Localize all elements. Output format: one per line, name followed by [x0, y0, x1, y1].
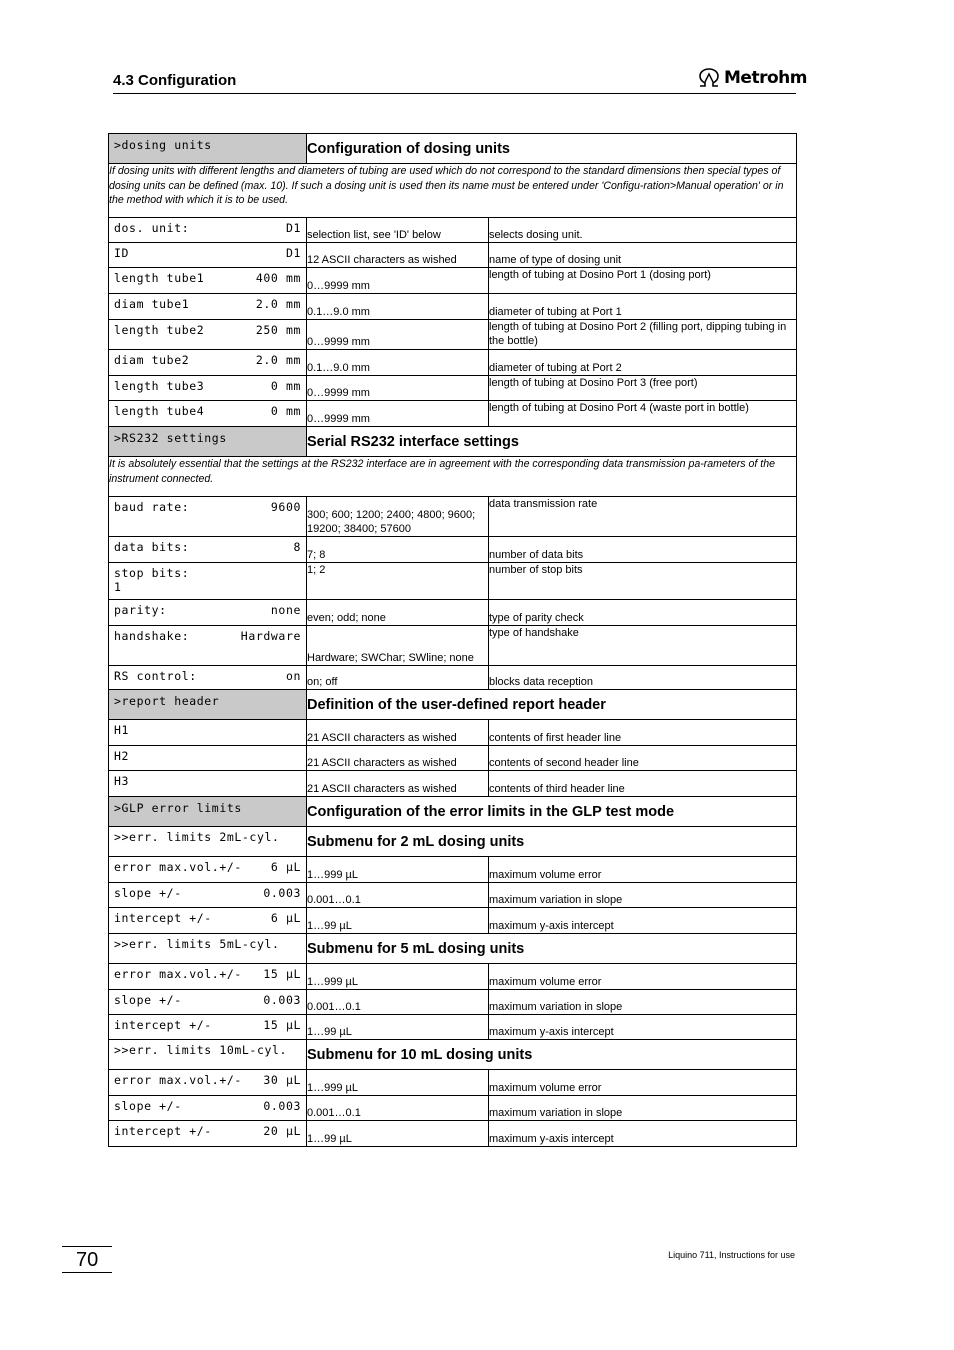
table-row	[109, 666, 797, 690]
param-name: length tube4	[114, 404, 205, 418]
param-name: H2	[114, 749, 130, 763]
param-name: dos. unit:	[114, 221, 190, 235]
table-row	[109, 294, 797, 320]
param-name: slope +/-	[114, 1099, 182, 1113]
param-name: slope +/-	[114, 993, 182, 1007]
param-value: 0 mm	[270, 379, 301, 393]
param-value: 400 mm	[255, 271, 301, 285]
submenu-title: Submenu for 2 mL dosing units	[307, 827, 797, 857]
table-row	[109, 883, 797, 908]
menu-row-dosing-units	[109, 134, 797, 164]
param-description: length of tubing at Dosino Port 2 (filling port, dipping tubing in the bottle)	[489, 320, 797, 350]
param-name: length tube2	[114, 323, 205, 337]
param-description: contents of third header line	[489, 771, 797, 797]
param-range: 12 ASCII characters as wished	[307, 243, 489, 268]
param-name: diam tube1	[114, 297, 190, 311]
param-description: length of tubing at Dosino Port 3 (free port)	[489, 376, 797, 401]
param-range: 300; 600; 1200; 2400; 4800; 9600; 19200; 38400; 57600	[307, 497, 489, 537]
param-name: intercept +/-	[114, 911, 212, 925]
param-description: number of data bits	[489, 537, 797, 563]
param-value: 8	[293, 540, 301, 554]
param-value: D1	[285, 246, 301, 260]
table-row	[109, 497, 797, 537]
param-value: 0 mm	[270, 404, 301, 418]
document-title: Liquino 711, Instructions for use	[668, 1250, 795, 1260]
param-name: stop bits:	[114, 566, 190, 580]
metrohm-omega-icon	[697, 68, 721, 88]
param-description: contents of first header line	[489, 720, 797, 746]
param-value: 15 µL	[263, 1018, 301, 1032]
param-range: 1…999 µL	[307, 964, 489, 990]
param-range: even; odd; none	[307, 600, 489, 626]
section-heading: 4.3 Configuration	[113, 72, 237, 89]
param-name: H3	[114, 774, 130, 788]
param-value: 2.0 mm	[255, 353, 301, 367]
param-name: H1	[114, 723, 130, 737]
param-range: 0…9999 mm	[307, 401, 489, 427]
param-value: 1	[114, 580, 122, 594]
param-name: baud rate:	[114, 500, 190, 514]
param-range: 0.1…9.0 mm	[307, 350, 489, 376]
section-note: If dosing units with different lengths and diameters of tubing are used which do not correspond to the standard dimensions then special types of dosing units can be defined (max. 10). If such a dosing unit is used then its name must be entered under 'Configu-ration>Manual operation' or in the method with which it is to be used.	[109, 164, 797, 218]
param-range: selection list, see 'ID' below	[307, 218, 489, 243]
table-row	[109, 600, 797, 626]
param-name: diam tube2	[114, 353, 190, 367]
param-description: maximum y-axis intercept	[489, 1121, 797, 1147]
note-row	[109, 164, 797, 218]
param-value: on	[285, 669, 301, 683]
param-description: maximum variation in slope	[489, 990, 797, 1015]
table-row	[109, 537, 797, 563]
table-row	[109, 563, 797, 600]
param-value: 20 µL	[263, 1124, 301, 1138]
menu-row-rs232-settings	[109, 427, 797, 457]
param-description: blocks data reception	[489, 666, 797, 690]
param-description: number of stop bits	[489, 563, 797, 600]
param-value: 15 µL	[263, 967, 301, 981]
param-range: 1…999 µL	[307, 857, 489, 883]
param-range: Hardware; SWChar; SWline; none	[307, 626, 489, 666]
submenu-row-2ml	[109, 827, 797, 857]
menu-row-glp-error-limits	[109, 797, 797, 827]
table-row	[109, 990, 797, 1015]
menu-label: >GLP error limits	[114, 801, 242, 815]
param-range: 0.001…0.1	[307, 990, 489, 1015]
table-row	[109, 771, 797, 797]
table-row	[109, 1121, 797, 1147]
menu-label: >report header	[114, 694, 220, 708]
param-value: D1	[285, 221, 301, 235]
param-name: length tube3	[114, 379, 205, 393]
param-description: maximum volume error	[489, 964, 797, 990]
brand-name: Metrohm	[724, 68, 807, 88]
menu-label: >dosing units	[114, 138, 212, 152]
param-range: 1…999 µL	[307, 1070, 489, 1096]
page-number: 70	[62, 1246, 112, 1273]
table-row	[109, 626, 797, 666]
param-description: diameter of tubing at Port 2	[489, 350, 797, 376]
param-range: 0…9999 mm	[307, 376, 489, 401]
submenu-label: >>err. limits 2mL-cyl.	[114, 830, 280, 844]
param-name: intercept +/-	[114, 1018, 212, 1032]
param-name: error max.vol.+/-	[114, 967, 242, 981]
table-row	[109, 320, 797, 350]
param-range: 21 ASCII characters as wished	[307, 771, 489, 797]
param-range: 21 ASCII characters as wished	[307, 746, 489, 771]
configuration-table	[108, 133, 797, 1147]
table-row	[109, 376, 797, 401]
submenu-title: Submenu for 10 mL dosing units	[307, 1040, 797, 1070]
param-range: 21 ASCII characters as wished	[307, 720, 489, 746]
table-row	[109, 401, 797, 427]
param-range: on; off	[307, 666, 489, 690]
section-note: It is absolutely essential that the settings at the RS232 interface are in agreement with the corresponding data transmission pa-rameters of the instrument connected.	[109, 457, 797, 497]
param-description: maximum y-axis intercept	[489, 908, 797, 934]
param-description: maximum volume error	[489, 1070, 797, 1096]
param-description: maximum y-axis intercept	[489, 1015, 797, 1040]
param-description: type of parity check	[489, 600, 797, 626]
param-range: 1…99 µL	[307, 908, 489, 934]
param-value: 0.003	[263, 1099, 301, 1113]
param-name: ID	[114, 246, 130, 260]
table-row	[109, 1015, 797, 1040]
table-row	[109, 1096, 797, 1121]
section-title: Configuration of the error limits in the GLP test mode	[307, 797, 797, 827]
param-range: 1…99 µL	[307, 1121, 489, 1147]
param-value: 0.003	[263, 886, 301, 900]
table-row	[109, 908, 797, 934]
param-name: slope +/-	[114, 886, 182, 900]
param-name: intercept +/-	[114, 1124, 212, 1138]
param-description: length of tubing at Dosino Port 4 (waste port in bottle)	[489, 401, 797, 427]
param-name: RS control:	[114, 669, 197, 683]
param-value: 250 mm	[255, 323, 301, 337]
param-value: none	[270, 603, 301, 617]
submenu-label: >>err. limits 10mL-cyl.	[114, 1043, 288, 1057]
param-description: maximum variation in slope	[489, 883, 797, 908]
param-description: contents of second header line	[489, 746, 797, 771]
param-range: 0.001…0.1	[307, 883, 489, 908]
param-description: name of type of dosing unit	[489, 243, 797, 268]
submenu-row-5ml	[109, 934, 797, 964]
table-row	[109, 720, 797, 746]
menu-row-report-header	[109, 690, 797, 720]
submenu-label: >>err. limits 5mL-cyl.	[114, 937, 280, 951]
section-title: Serial RS232 interface settings	[307, 427, 797, 457]
table-row	[109, 746, 797, 771]
param-description: type of handshake	[489, 626, 797, 666]
table-row	[109, 1070, 797, 1096]
param-description: selects dosing unit.	[489, 218, 797, 243]
param-range: 0…9999 mm	[307, 320, 489, 350]
param-value: 6 µL	[270, 860, 301, 874]
param-range: 0.001…0.1	[307, 1096, 489, 1121]
table-row	[109, 964, 797, 990]
param-value: 9600	[270, 500, 301, 514]
param-name: length tube1	[114, 271, 205, 285]
section-title: Configuration of dosing units	[307, 134, 797, 164]
param-range: 0.1…9.0 mm	[307, 294, 489, 320]
param-value: 2.0 mm	[255, 297, 301, 311]
param-description: maximum volume error	[489, 857, 797, 883]
param-name: error max.vol.+/-	[114, 1073, 242, 1087]
param-range: 1; 2	[307, 563, 489, 600]
header-rule	[113, 93, 796, 94]
table-row	[109, 350, 797, 376]
param-value: 6 µL	[270, 911, 301, 925]
metrohm-logo	[697, 66, 807, 90]
param-name: error max.vol.+/-	[114, 860, 242, 874]
note-row	[109, 457, 797, 497]
param-name: data bits:	[114, 540, 190, 554]
param-description: data transmission rate	[489, 497, 797, 537]
param-value: 0.003	[263, 993, 301, 1007]
param-range: 1…99 µL	[307, 1015, 489, 1040]
param-value: Hardware	[240, 629, 301, 643]
param-description: maximum variation in slope	[489, 1096, 797, 1121]
param-description: diameter of tubing at Port 1	[489, 294, 797, 320]
submenu-title: Submenu for 5 mL dosing units	[307, 934, 797, 964]
table-row	[109, 268, 797, 294]
table-row	[109, 243, 797, 268]
submenu-row-10ml	[109, 1040, 797, 1070]
table-row	[109, 218, 797, 243]
menu-label: >RS232 settings	[114, 431, 227, 445]
param-name: parity:	[114, 603, 167, 617]
param-description: length of tubing at Dosino Port 1 (dosing port)	[489, 268, 797, 294]
param-range: 0…9999 mm	[307, 268, 489, 294]
param-name: handshake:	[114, 629, 190, 643]
table-row	[109, 857, 797, 883]
param-value: 30 µL	[263, 1073, 301, 1087]
section-title: Definition of the user-defined report header	[307, 690, 797, 720]
param-range: 7; 8	[307, 537, 489, 563]
